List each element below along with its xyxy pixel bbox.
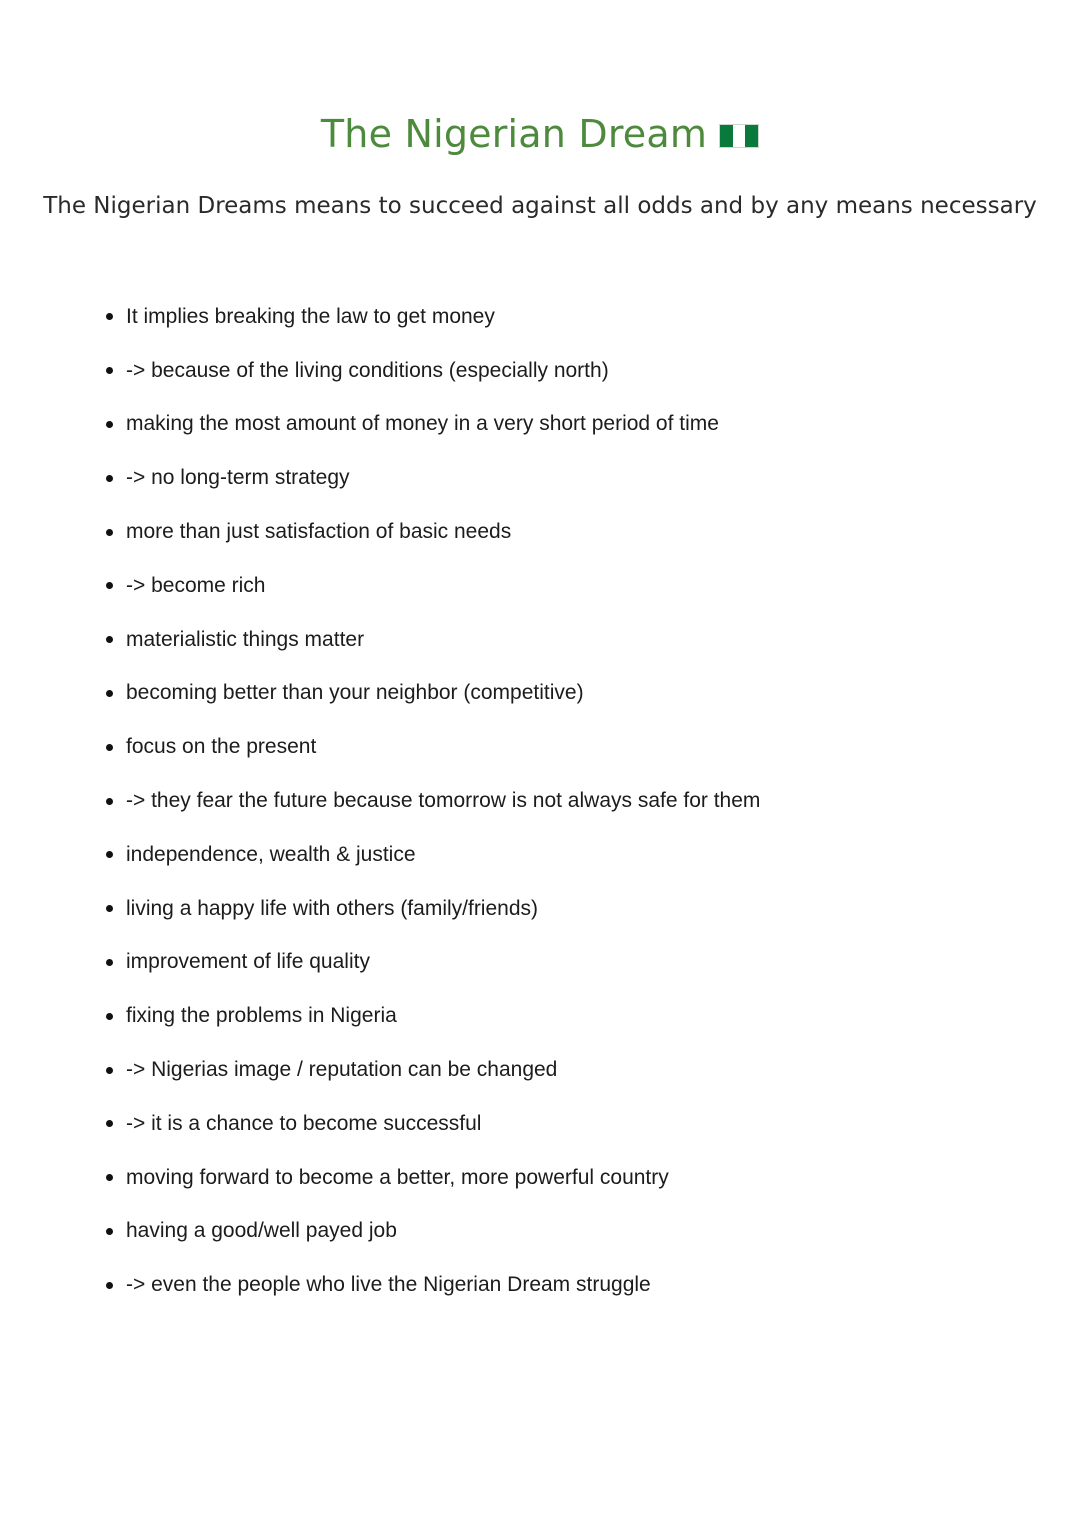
list-item-text: It implies breaking the law to get money xyxy=(126,304,495,328)
bullet-list xyxy=(106,290,760,1312)
list-item-text: -> Nigerias image / reputation can be changed xyxy=(126,1058,558,1082)
bullet-icon xyxy=(106,313,113,320)
bullet-icon xyxy=(106,1282,113,1289)
list-item xyxy=(106,1043,760,1097)
bullet-icon xyxy=(106,798,113,805)
list-item xyxy=(106,505,760,559)
list-item-text: becoming better than your neighbor (competitive) xyxy=(126,681,584,705)
bullet-icon xyxy=(106,475,113,482)
bullet-icon xyxy=(106,421,113,428)
list-item-text: more than just satisfaction of basic needs xyxy=(126,520,512,544)
list-item xyxy=(106,1205,760,1259)
list-item xyxy=(106,1151,760,1205)
list-item-text: having a good/well payed job xyxy=(126,1219,397,1243)
list-item xyxy=(106,451,760,505)
list-item xyxy=(106,882,760,936)
list-item-text: materialistic things matter xyxy=(126,627,365,651)
list-item xyxy=(106,398,760,452)
list-item xyxy=(106,290,760,344)
list-item xyxy=(106,344,760,398)
list-item-text: -> it is a chance to become successful xyxy=(126,1111,482,1135)
bullet-icon xyxy=(106,367,113,374)
bullet-icon xyxy=(106,1013,113,1020)
bullet-icon xyxy=(106,959,113,966)
bullet-icon xyxy=(106,636,113,643)
list-item xyxy=(106,774,760,828)
list-item-text: fixing the problems in Nigeria xyxy=(126,1004,397,1028)
list-item-text: -> even the people who live the Nigerian Dream struggle xyxy=(126,1273,651,1297)
list-item-text: -> become rich xyxy=(126,573,266,597)
list-item-text: improvement of life quality xyxy=(126,950,370,974)
page-title: The Nigerian Dream xyxy=(320,112,708,156)
list-item xyxy=(106,989,760,1043)
bullet-icon xyxy=(106,582,113,589)
list-item-text: making the most amount of money in a very short period of time xyxy=(126,412,719,436)
list-item xyxy=(106,559,760,613)
bullet-icon xyxy=(106,690,113,697)
list-item-text: -> no long-term strategy xyxy=(126,466,350,490)
list-item-text: independence, wealth & justice xyxy=(126,842,416,866)
list-item xyxy=(106,828,760,882)
list-item xyxy=(106,613,760,667)
nigeria-flag-icon xyxy=(719,124,759,148)
list-item xyxy=(106,1097,760,1151)
bullet-icon xyxy=(106,1228,113,1235)
list-item-text: focus on the present xyxy=(126,735,317,759)
title-row xyxy=(0,112,1080,156)
page-subtitle: The Nigerian Dreams means to succeed against all odds and by any means necessary xyxy=(43,193,1037,219)
list-item-text: -> they fear the future because tomorrow is not always safe for them xyxy=(126,789,761,813)
bullet-icon xyxy=(106,1120,113,1127)
list-item-text: -> because of the living conditions (especially north) xyxy=(126,358,609,382)
bullet-icon xyxy=(106,851,113,858)
list-item xyxy=(106,720,760,774)
bullet-icon xyxy=(106,1174,113,1181)
list-item-text: moving forward to become a better, more powerful country xyxy=(126,1165,669,1189)
list-item-text: living a happy life with others (family/friends) xyxy=(126,896,539,920)
list-item xyxy=(106,667,760,721)
bullet-icon xyxy=(106,905,113,912)
bullet-icon xyxy=(106,1067,113,1074)
list-item xyxy=(106,936,760,990)
list-item xyxy=(106,1258,760,1312)
bullet-icon xyxy=(106,744,113,751)
bullet-icon xyxy=(106,529,113,536)
